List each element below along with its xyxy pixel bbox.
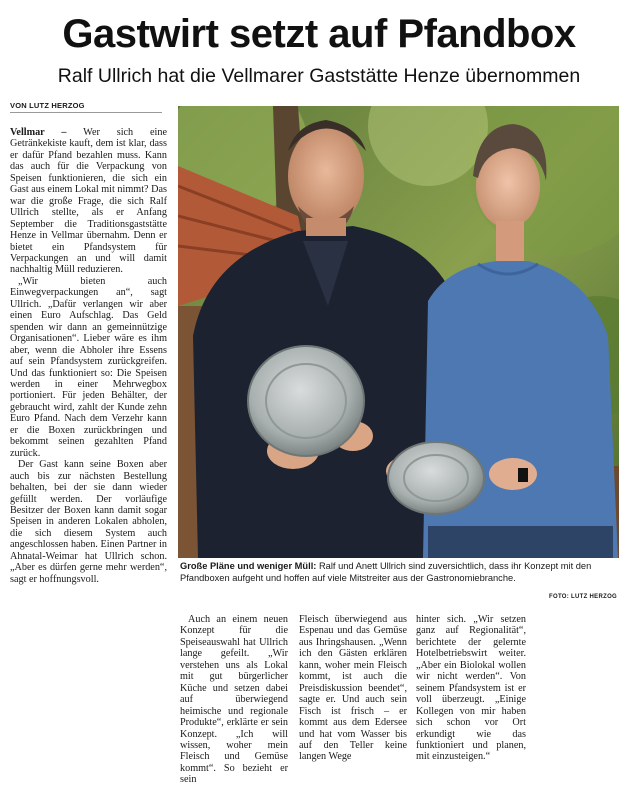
paragraph-5: Fleisch überwiegend aus Espenau und das Gemüse aus Ihringshausen. „Wenn ich den Gästen erklären kann, woher mein Fleisch kommt, ist auch die Preisdiskussion beendet“, sagte er. Und auch sein Fisch ist frisch – er kommt aus dem Edersee und hat vom Wasser bis auf den Teller keine langen Wege	[299, 614, 407, 763]
headline: Gastwirt setzt auf Pfandbox	[62, 12, 576, 56]
article-column-2	[180, 614, 288, 786]
article-column-4	[416, 614, 526, 763]
paragraph-4: Auch an einem neuen Konzept für die Speiseauswahl hat Ullrich lange gefeilt. „Wir verstehen uns als Lokal mit gut bürgerlicher Küche und setzen dabei auf überwiegend heimische und regionale Produkte“, erklärte er sein Konzept. „Ich will wissen, woher mein Fleisch und Gemüse kommt“. So bezieht er sein	[180, 614, 288, 786]
paragraph-3: Der Gast kann seine Boxen aber auch bis zur nächsten Bestellung behalten, bei der sie dann wieder gefüllt werden. Der vorläufige Besitzer der Boxen kann damit sogar Speisen in anderen Lokalen abholen, die sich diesem System auch angeschlossen haben. Einen Partner in Ahnatal-Weimar hat Ullrich schon. „Aber es dürfen gerne mehr werden“, sagt er hoffnungsvoll.	[10, 459, 167, 585]
photo-credit: FOTO: LUTZ HERZOG	[549, 594, 617, 600]
article-column-3	[299, 614, 407, 763]
photo-caption	[180, 561, 617, 584]
dateline: Vellmar –	[10, 127, 67, 138]
paragraph-2: „Wir bieten auch Einwegverpackungen an“, sagt Ullrich. „Dafür verlangen wir aber einen Euro Aufschlag. Das Geld spenden wir dann an gemeinnützige Organisationen“. Lieber wäre es ihm aber, wenn die Abholer ihre Essens auf sein Pfandsystem zurückgreifen. Und das funktioniert so: Die Speisen werden in einer Mehrwegbox portioniert. Für jeden Behälter, der gebraucht wird, zahlt der Kunde zehn Euro Pfand. Nach dem Verzehr kann er die Boxen zurückbringen und bekommt seinen gezahlten Pfand zurück.	[10, 275, 167, 459]
subheadline: Ralf Ullrich hat die Vellmarer Gaststätte Henze übernommen	[57, 65, 581, 87]
couple-with-pfandbox-plates-photo	[178, 106, 619, 558]
caption-text: Ralf und Anett Ullrich sind zuversichtlich, dass ihr Konzept mit den Pfandboxen aufgeht und hoffen auf viele Mitstreiter aus der Gastronomiebranche.	[180, 561, 592, 583]
caption-lead: Große Pläne und weniger Müll:	[180, 561, 317, 571]
paragraph-1-text: Wer sich eine Getränkekiste kauft, dem ist klar, dass er dafür Pfand bezahlen muss. Kann das auch für die Verpackung von Speisen funktionieren, die sich ein Gast aus einem Lokal mit nimmt? Das war die große Frage, die sich Ralf Ullrich stellte, als er Anfang September die Traditionsgaststätte Henze in Vellmar übernahm. Denn er bietet ein Pfandsystem für Verpackungen an und will damit nachhaltig Müll reduzieren.	[10, 127, 167, 276]
byline: VON LUTZ HERZOG	[10, 101, 162, 113]
article-column-1	[10, 127, 167, 585]
paragraph-6: hinter sich. „Wir setzen ganz auf Regionalität“, berichtete der gelernte Hotelbetriebswirt weiter. „Aber ein Biolokal wollen wir nicht werden“. Von seinem Pfandsystem ist er voll überzeugt. „Einige Kollegen von mir haben sich schon vor Ort erkundigt wie das funktioniert und planen, mit einzusteigen.“	[416, 614, 526, 763]
paragraph-1	[10, 127, 167, 276]
